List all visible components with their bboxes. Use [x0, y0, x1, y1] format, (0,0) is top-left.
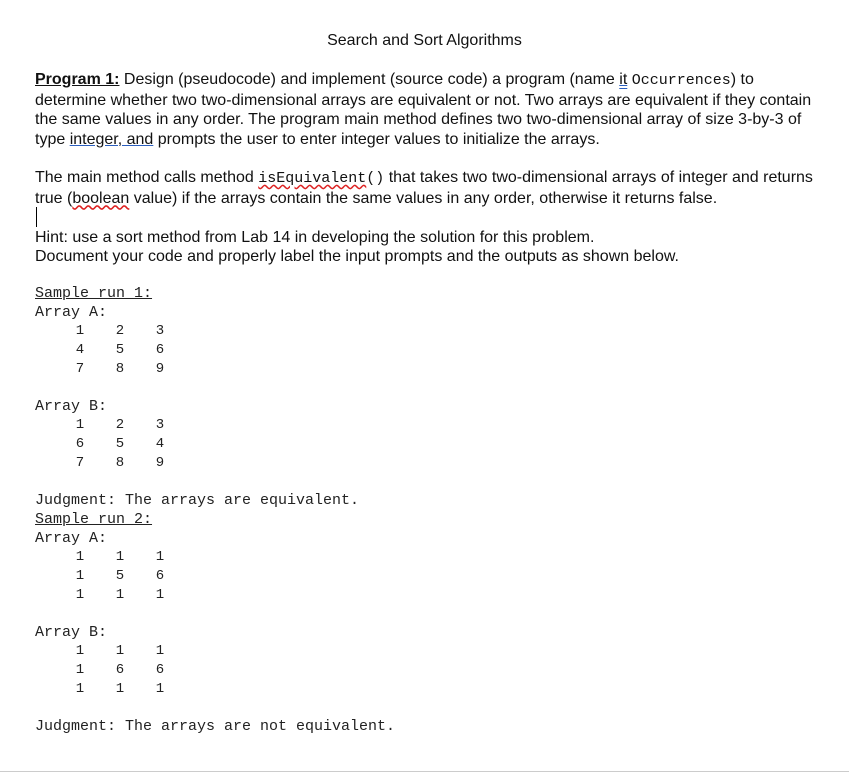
matrix-cell: 1 — [75, 323, 85, 339]
sample-run-2-heading: Sample run 2: — [35, 511, 153, 528]
matrix-cell: 9 — [155, 455, 165, 471]
matrix-cell: 1 — [75, 417, 85, 433]
matrix-row — [60, 435, 180, 454]
main-method-description — [35, 168, 815, 208]
matrix-row — [60, 322, 180, 341]
sample-1-judgment: Judgment: The arrays are equivalent. — [35, 492, 360, 509]
page-bottom-divider — [0, 771, 849, 772]
program-text-1: Design (pseudocode) and implement (source code) a program (name — [119, 71, 620, 88]
text-cursor — [36, 207, 37, 227]
matrix-cell: 7 — [75, 361, 85, 377]
matrix-row — [60, 548, 180, 567]
matrix-cell: 1 — [75, 549, 85, 565]
sample-2-array-a — [60, 548, 180, 605]
matrix-cell: 1 — [155, 549, 165, 565]
matrix-row — [60, 680, 180, 699]
matrix-row — [60, 642, 180, 661]
program-text-2: ) to — [730, 71, 754, 88]
matrix-row — [60, 360, 180, 379]
matrix-cell: 8 — [115, 455, 125, 471]
matrix-cell: 1 — [115, 681, 125, 697]
matrix-cell: 1 — [115, 549, 125, 565]
sample-1-array-b — [60, 416, 180, 473]
matrix-cell: 1 — [155, 587, 165, 603]
matrix-row — [60, 341, 180, 360]
matrix-cell: 1 — [115, 587, 125, 603]
integer-and-text: integer, and — [69, 130, 154, 148]
matrix-cell: 1 — [155, 681, 165, 697]
matrix-cell: 1 — [155, 643, 165, 659]
document-title: Search and Sort Algorithms — [327, 32, 522, 49]
sample-1-array-a — [60, 322, 180, 379]
matrix-cell: 6 — [155, 662, 165, 678]
matrix-cell: 5 — [115, 436, 125, 452]
hint-line-1: Hint: use a sort method from Lab 14 in developing the solution for this problem. — [35, 229, 595, 246]
matrix-cell: 9 — [155, 361, 165, 377]
program-text-4: prompts the user to enter integer values to initialize the arrays. — [153, 130, 600, 148]
matrix-row — [60, 416, 180, 435]
sample-2-array-b — [60, 642, 180, 699]
matrix-cell: 1 — [75, 587, 85, 603]
method-name: isEquivalent — [258, 170, 367, 187]
sample-run-1-heading: Sample run 1: — [35, 285, 153, 302]
matrix-cell: 1 — [75, 643, 85, 659]
matrix-cell: 1 — [75, 568, 85, 584]
matrix-cell: 6 — [155, 568, 165, 584]
sample-1-array-b-label: Array B: — [35, 398, 108, 415]
program-description — [35, 70, 815, 149]
matrix-cell: 6 — [115, 662, 125, 678]
matrix-cell: 2 — [115, 323, 125, 339]
matrix-cell: 8 — [115, 361, 125, 377]
hint-line-2: Document your code and properly label the input prompts and the outputs as shown below. — [35, 248, 679, 265]
matrix-cell: 3 — [155, 323, 165, 339]
matrix-cell: 3 — [155, 417, 165, 433]
matrix-row — [60, 567, 180, 586]
sample-1-array-a-label: Array A: — [35, 304, 108, 321]
matrix-cell: 6 — [155, 342, 165, 358]
sample-2-array-b-label: Array B: — [35, 624, 108, 641]
matrix-cell: 1 — [115, 643, 125, 659]
matrix-cell: 1 — [75, 681, 85, 697]
main-text-1: The main method calls method — [35, 169, 259, 186]
method-parens: () — [366, 170, 385, 187]
boolean-word: boolean — [72, 189, 130, 207]
class-name: Occurrences — [631, 72, 731, 89]
main-text-3: value) if the arrays contain the same values in any order, otherwise it returns false. — [129, 189, 718, 207]
matrix-row — [60, 661, 180, 680]
matrix-cell: 5 — [115, 568, 125, 584]
matrix-cell: 5 — [115, 342, 125, 358]
program-label: Program 1: — [35, 71, 120, 88]
matrix-row — [60, 586, 180, 605]
matrix-cell: 1 — [75, 662, 85, 678]
matrix-cell: 2 — [115, 417, 125, 433]
sample-2-judgment: Judgment: The arrays are not equivalent. — [35, 718, 396, 735]
matrix-cell: 4 — [75, 342, 85, 358]
matrix-cell: 7 — [75, 455, 85, 471]
matrix-cell: 4 — [155, 436, 165, 452]
main-text-2: that takes two two-dimensional arrays of integer and returns true ( — [35, 169, 813, 207]
matrix-cell: 6 — [75, 436, 85, 452]
program-name-it: it — [619, 71, 628, 88]
matrix-row — [60, 454, 180, 473]
program-text-3: determine whether two two-dimensional arrays are equivalent or not. Two arrays are equivalent if they contain the same values in any order. The program main method defines two two-dimensional array of size 3-by-3 of type — [35, 91, 812, 148]
sample-2-array-a-label: Array A: — [35, 530, 108, 547]
